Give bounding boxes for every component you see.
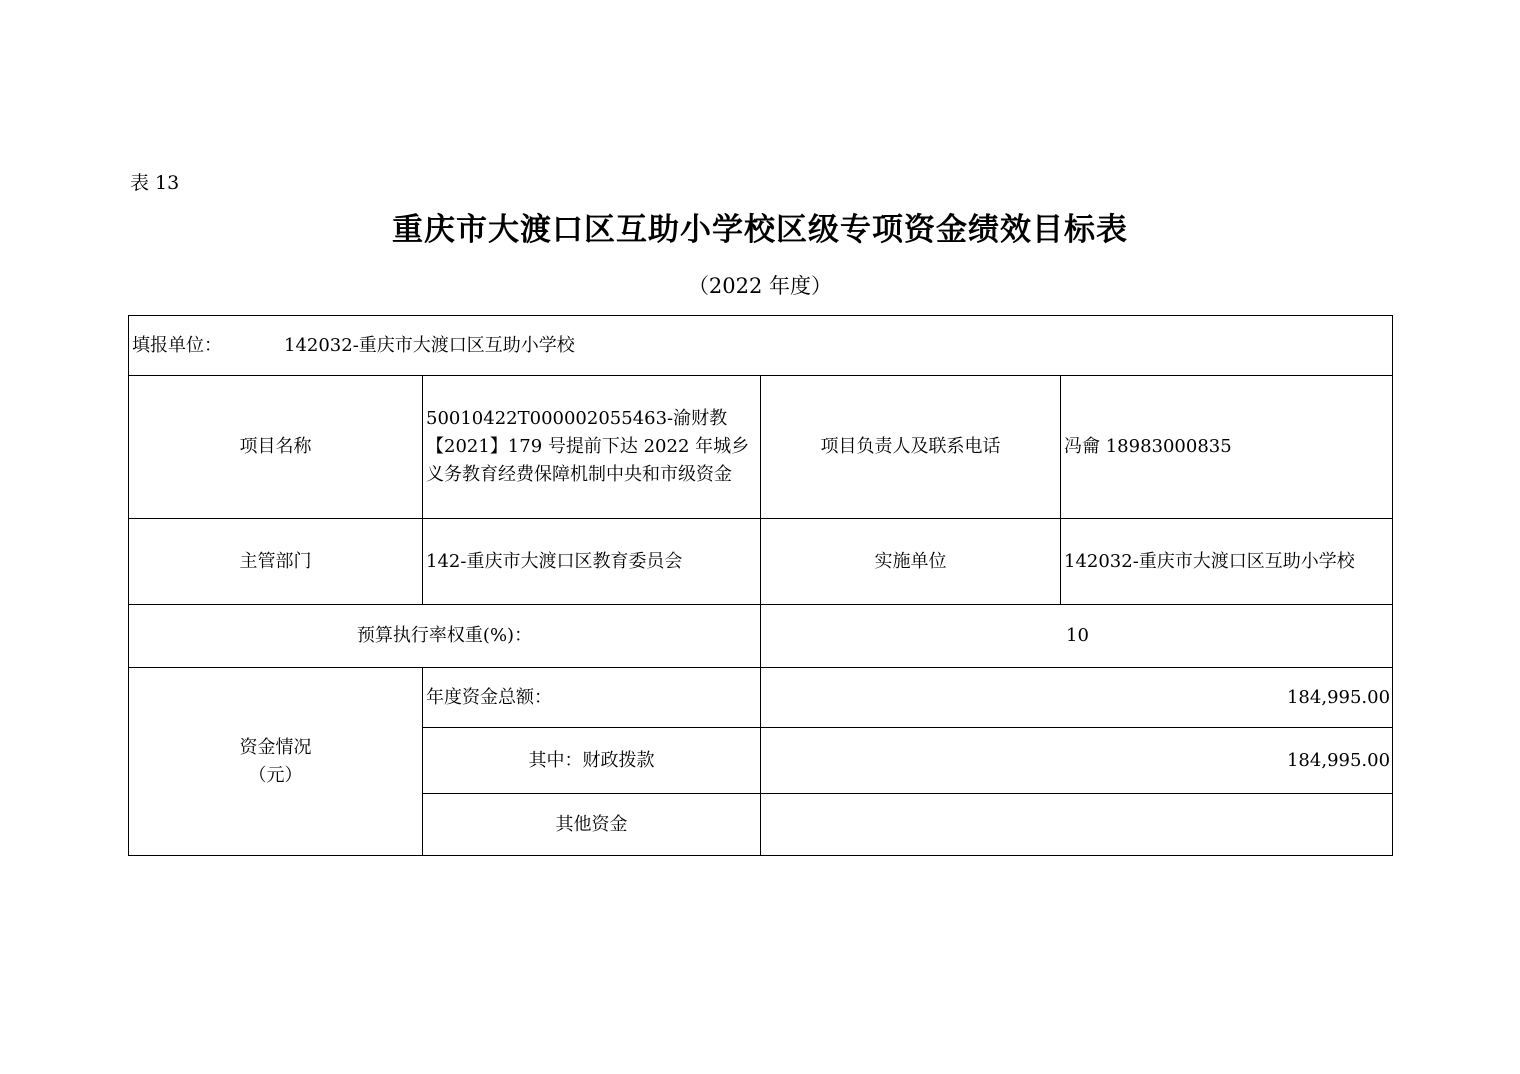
budget-weight-cell (761, 605, 1393, 668)
project-name-label: 项目名称 (129, 376, 423, 519)
budget-weight-value: 10 (1066, 625, 1089, 646)
table-row (129, 316, 1393, 376)
table-row (129, 376, 1393, 519)
annual-total-value: 184,995.00 (761, 668, 1393, 728)
dept-value: 142-重庆市大渡口区教育委员会 (423, 519, 761, 605)
reporter-value: 142032-重庆市大渡口区互助小学校 (284, 334, 575, 356)
impl-label: 实施单位 (761, 519, 1061, 605)
table-row (129, 519, 1393, 605)
table-row (129, 668, 1393, 728)
fiscal-value: 184,995.00 (761, 728, 1393, 794)
dept-label: 主管部门 (129, 519, 423, 605)
project-leader-label: 项目负责人及联系电话 (761, 376, 1061, 519)
reporter-label: 填报单位： (132, 334, 222, 356)
annual-total-label: 年度资金总额： (423, 668, 761, 728)
page-title: 重庆市大渡口区互助小学校区级专项资金绩效目标表 (392, 212, 1128, 248)
budget-weight-label: 预算执行率权重(%)： (129, 605, 761, 668)
project-leader-value: 冯龠 18983000835 (1061, 376, 1393, 519)
other-funds-label: 其他资金 (423, 794, 761, 856)
project-name-value: 50010422T000002055463-渝财教【2021】179 号提前下达 2022 年城乡义务教育经费保障机制中央和市级资金 (423, 376, 761, 519)
funds-unit: （元） (248, 764, 303, 786)
other-funds-value (761, 794, 1393, 856)
performance-goal-table (128, 315, 1393, 856)
table-number: 表 13 (130, 172, 180, 194)
page-subtitle: （2022 年度） (687, 274, 833, 298)
reporter-cell (129, 316, 1393, 376)
funds-label-cell (129, 668, 423, 856)
table-row (129, 605, 1393, 668)
funds-label: 资金情况 (239, 736, 312, 758)
impl-value: 142032-重庆市大渡口区互助小学校 (1061, 519, 1393, 605)
fiscal-label: 其中：财政拨款 (423, 728, 761, 794)
